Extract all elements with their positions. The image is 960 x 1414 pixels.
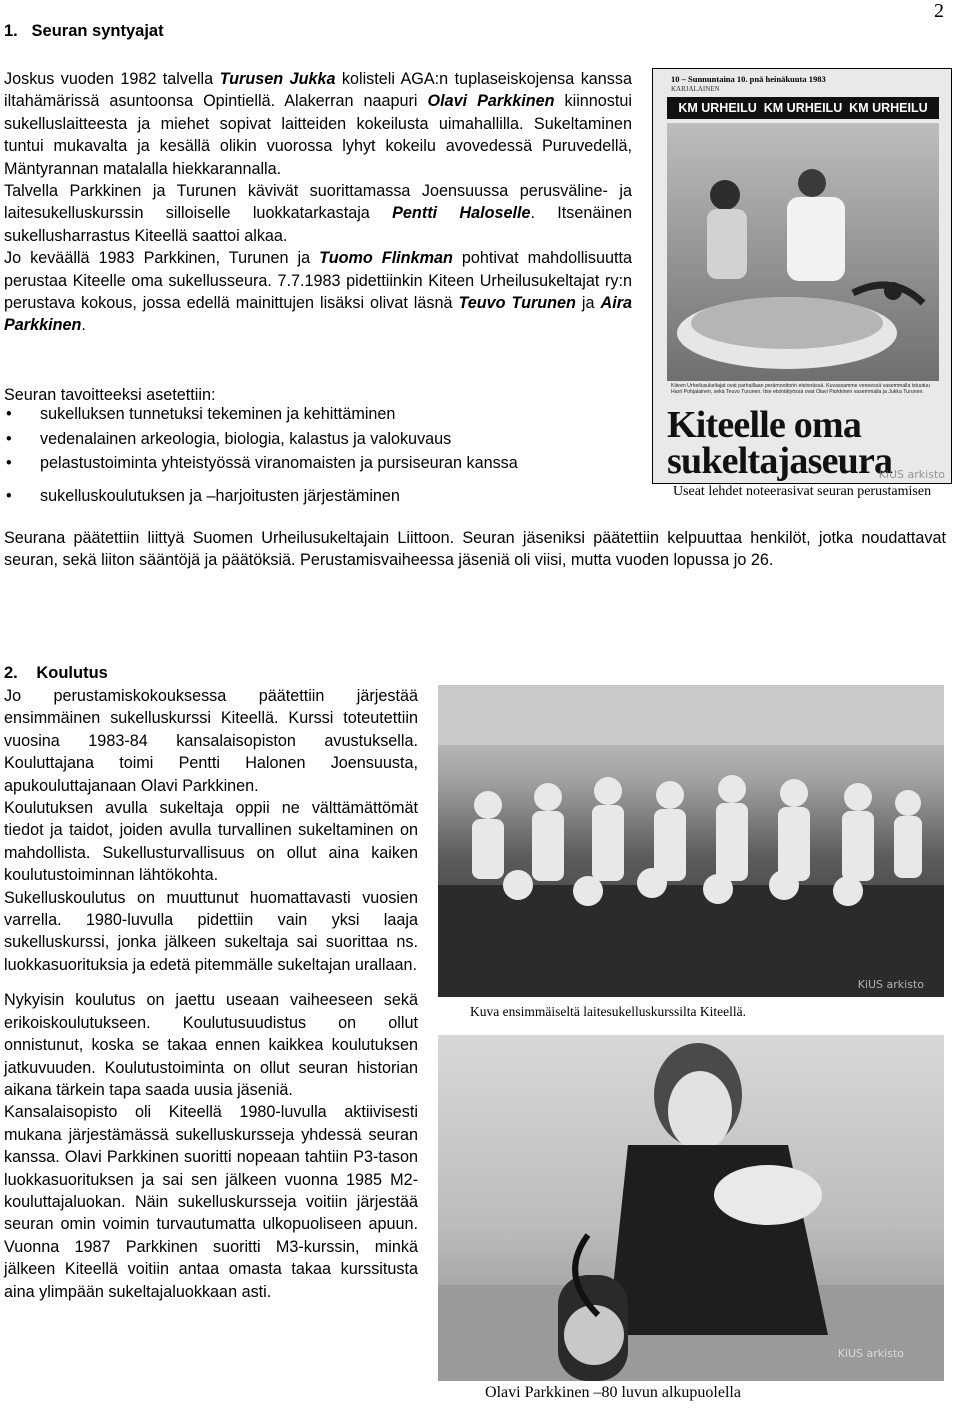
text-run: Joskus vuoden 1982 talvella	[4, 70, 220, 88]
diver-photo-caption: Olavi Parkkinen –80 luvun alkupuolella	[485, 1384, 741, 1401]
person-name: Tuomo Flinkman	[319, 249, 453, 268]
list-item: • sukelluksen tunnetuksi tekeminen ja kehittäminen	[4, 402, 644, 427]
page-number: 2	[934, 0, 944, 22]
newspaper-caption: Useat lehdet noteerasivat seuran perustamisen	[672, 484, 932, 499]
newspaper-section-tag: KARJALAINEN	[671, 85, 720, 93]
section-2-text	[4, 685, 418, 1303]
paragraph: Koulutuksen avulla sukeltaja oppii ne välttämättömät tiedot ja taidot, joiden avulla turvallinen sukeltaminen on mahdollista. Sukellusturvallisuus on ollut aina kaiken koulutustoiminnan lähtökohta.	[4, 799, 418, 885]
text-run: Jo keväällä 1983 Parkkinen, Turunen ja	[4, 249, 320, 268]
person-name: Turusen Jukka	[219, 70, 336, 88]
text-run: pohtivat mahdollisuutta perustaa Kiteelle oma sukellusseura. 7.7.1983 pidettiinkin Kiteen Urheilusukeltajat ry:n perustava kokous, jossa edellä mainittujen lisäksi olivat läsnä	[4, 249, 632, 313]
person-name: Pentti Haloselle	[392, 204, 531, 223]
course-photo-caption: Kuva ensimmäiseltä laitesukelluskurssilta Kiteellä.	[470, 1004, 746, 1019]
archive-watermark: KiUS arkisto	[837, 1347, 904, 1360]
paragraph: Sukelluskoulutus on muuttunut huomattavasti vuosien varrella. 1980-luvulla pidettiin vain yksi laaja sukelluskurssi, jonka jälkeen sukeltaja sai suorittaa ns. luokkasuorituksia ja edetä pitemmälle sukeltajan urallaan.	[4, 888, 418, 974]
paragraph: Seurana päätettiin liittyä Suomen Urheilusukeltajain Liittoon. Seuran jäseniksi päätettiin kelpuuttaa henkilöt, jotka noudattavat seuran, sekä liiton sääntöjä ja päätöksiä. Perustamisvaiheessa jäseniä oli viisi, mutta vuoden lopussa jo 26.	[4, 529, 946, 570]
text-run: ja	[575, 294, 601, 313]
section-heading-1: 1. Seuran syntyajat	[4, 22, 164, 40]
diver-illustration	[438, 1035, 944, 1381]
group-people-illustration	[438, 685, 944, 997]
paragraph	[4, 180, 632, 247]
person-name: Aira Parkkinen	[4, 294, 632, 335]
diver-portrait-photo	[438, 1035, 944, 1381]
text-run: kolisteli AGA:n tuplaseiskojensa kanssa iltahämärissä asuntoonsa Opintiellä. Alakerran naapuri	[4, 70, 632, 111]
newspaper-photo-caption: Kiteen Urheilusukeltajat ovat parhaillaan perämoottorin etsinnässä. Kuvassamme veneessä vasemmalla istuutuu Harri Pohjalainen, sekä Teuvo Turunen. Itse etsintätyössä ovat Olavi Parkkinen vasemmalla ja Jukka Turunen.	[671, 383, 930, 396]
section-heading-2	[4, 664, 108, 683]
paragraph	[4, 68, 632, 180]
section-1-text	[4, 68, 632, 337]
course-group-photo	[438, 685, 944, 997]
headline-line: sukeltajaseura	[667, 440, 893, 482]
newspaper-clipping	[652, 68, 952, 484]
list-item: • vedenalainen arkeologia, biologia, kalastus ja valokuvaus	[4, 427, 644, 452]
newspaper-photo	[667, 123, 939, 381]
text-run: .	[81, 316, 86, 335]
goals-list	[4, 402, 644, 508]
text-run: . Itsenäinen sukellusharrastus Kiteellä saattoi alkaa.	[4, 204, 632, 245]
newspaper-banner: KM URHEILU KM URHEILU KM URHEILU	[667, 97, 939, 119]
person-name: Teuvo Turunen	[458, 294, 576, 313]
headline-line: Kiteelle oma	[667, 404, 862, 446]
text-run: Talvella Parkkinen ja Turunen kävivät suorittamassa Joensuussa perusväline- ja laitesukelluskurssin silloiselle luokkatarkastaja	[4, 182, 632, 223]
paragraph	[4, 247, 632, 337]
person-name: Olavi Parkkinen	[427, 92, 555, 111]
archive-watermark: KiUS arkisto	[878, 468, 945, 481]
boat-divers-illustration	[667, 123, 939, 381]
section-number: 2.	[4, 664, 18, 682]
list-item: • pelastustoiminta yhteistyössä viranomaisten ja pursiseuran kanssa	[4, 451, 644, 476]
paragraph: Nykyisin koulutus on jaettu useaan vaiheeseen sekä erikoiskoulutukseen. Koulutusuudistus on ollut onnistunut, koska se takaa ennen kaikkea koulutuksen jatkuvuuden. Koulutustoiminta on ollut seuran historian aikana tärkein tapa saada uusia jäseniä.	[4, 991, 418, 1099]
section-title: Koulutus	[36, 664, 108, 682]
archive-watermark: KiUS arkisto	[857, 978, 924, 991]
list-item: • sukelluskoulutuksen ja –harjoitusten järjestäminen	[4, 484, 644, 509]
paragraph: Jo perustamiskokouksessa päätettiin järjestää ensimmäinen sukelluskurssi Kiteellä. Kurssi toteutettiin vuosina 1983-84 kansalaisopiston avustuksella. Kouluttajana toimi Pentti Halonen Joensuusta, apukouluttajanaan Olavi Parkkinen.	[4, 687, 418, 795]
paragraph: Kansalaisopisto oli Kiteellä 1980-luvulla aktiivisesti mukana järjestämässä sukelluskursseja yhdessä seuran kanssa. Olavi Parkkinen suoritti nopeaan tahtiin P3-tason luokkasuorituksen ja sai sen jälkeen vuonna 1985 M2-kouluttajaluokan. Näin sukelluskursseja voitiin järjestää seuran omin voimin turvautumatta ulkopuoliseen apuun. Vuonna 1987 Parkkinen suoritti M3-kurssin, minkä jälkeen Kiteellä voitiin antaa omasta takaa kurssitusta aina ylimpään sukeltajaluokkaan asti.	[4, 1103, 418, 1301]
newspaper-date-line: 10 – Sunnuntaina 10. pnä heinäkuuta 1983	[671, 74, 826, 84]
goals-intro: Seuran tavoitteeksi asetettiin:	[4, 386, 216, 404]
text-run: kiinnostui sukelluslaitteesta ja miehet sopivat laitteiden kokeilusta uimahallilla. Sukeltaminen tuntui mukavalta ja kesällä olikin vuorossa lyhyt kokeilu avovedessä Puruvedellä, Mäntyrannan matalalla hiekkarannalla.	[4, 92, 632, 178]
